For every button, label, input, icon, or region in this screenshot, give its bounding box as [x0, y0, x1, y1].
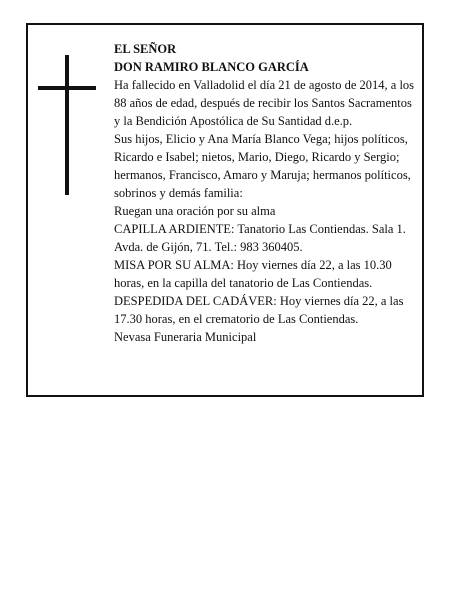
cross-horizontal-bar [38, 86, 96, 90]
prayer-request: Ruegan una oración por su alma [114, 204, 276, 218]
death-announcement: Ha fallecido en Valladolid el día 21 de agosto de 2014, a los 88 años de edad, después de recibir los Santos Sacramentos y la Bendición Apostólica de Su Santidad d.e.p. [114, 78, 415, 128]
deceased-name: DON RAMIRO BLANCO GARCÍA [114, 60, 309, 74]
title-line-1: EL SEÑOR [114, 42, 177, 56]
chapel-info: CAPILLA ARDIENTE: Tanatorio Las Contiendas. Sala 1. Avda. de Gijón, 71. Tel.: 983 360405. [114, 222, 406, 254]
farewell-info: DESPEDIDA DEL CADÁVER: Hoy viernes día 22, a las 17.30 horas, en el crematorio de Las Contiendas. [114, 294, 404, 326]
funeral-home: Nevasa Funeraria Municipal [114, 330, 257, 344]
obituary-notice [26, 23, 424, 397]
obituary-text [114, 40, 420, 346]
mass-info: MISA POR SU ALMA: Hoy viernes día 22, a las 10.30 horas, en la capilla del tanatorio de Las Contiendas. [114, 258, 392, 290]
cross-vertical-bar [65, 55, 69, 195]
cross-icon [38, 55, 96, 195]
family-list: Sus hijos, Elicio y Ana María Blanco Vega; hijos políticos, Ricardo e Isabel; nietos, Mario, Diego, Ricardo y Sergio; hermanos, Francisco, Amaro y Maruja; hermanos políticos, sobrinos y demás familia: [114, 132, 411, 200]
